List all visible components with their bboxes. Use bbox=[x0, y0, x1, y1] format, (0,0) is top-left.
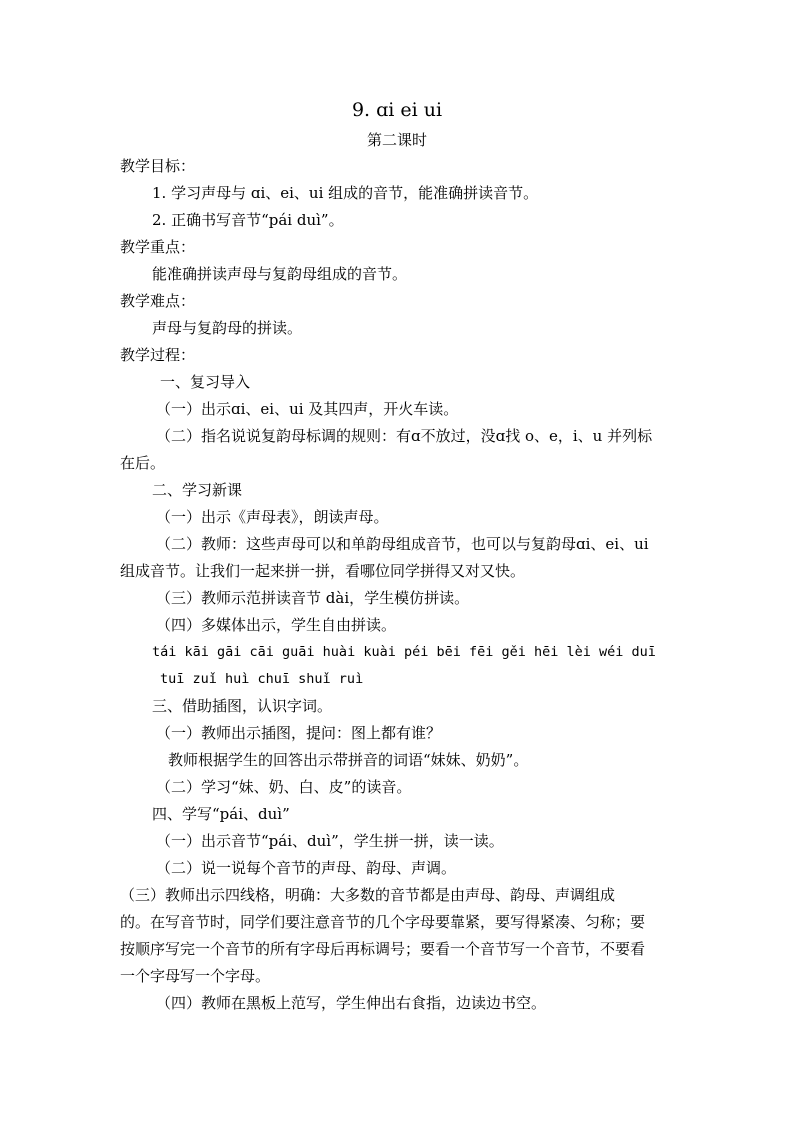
section-4-item-2: （二）说一说每个音节的声母、韵母、声调。 bbox=[156, 859, 457, 877]
difficulty-heading: 教学难点： bbox=[120, 292, 196, 310]
section-4-item-1: （一）出示音节“pái、duì”，学生拼一拼，读一读。 bbox=[156, 832, 504, 850]
section-1-item-1: （一）出示ɑi、ei、ui 及其四声，开火车读。 bbox=[156, 400, 459, 418]
section-4-heading: 四、学写“pái、duì” bbox=[152, 805, 290, 823]
section-4-item-3-line-4: 一个字母写一个字母。 bbox=[120, 967, 271, 985]
section-1-item-2-line-1: （二）指名说说复韵母标调的规则：有ɑ不放过，没ɑ找 o、e，i、u 并列标 bbox=[156, 427, 653, 445]
objective-1: 1. 学习声母与 ɑi、ei、ui 组成的音节，能准确拼读音节。 bbox=[152, 184, 539, 202]
pinyin-row-2: tuī zuǐ huì chuī shuǐ ruì bbox=[160, 671, 364, 687]
section-3-item-1: （一）教师出示插图，提问：图上都有谁？ bbox=[156, 724, 442, 742]
objectives-heading: 教学目标： bbox=[120, 157, 196, 175]
section-4-item-3-line-1: （三）教师出示四线格，明确：大多数的音节都是由声母、韵母、声调组成 bbox=[120, 886, 616, 904]
section-2-item-3: （三）教师示范拼读音节 dài，学生模仿拼读。 bbox=[156, 589, 470, 607]
section-2-item-2-line-2: 组成音节。让我们一起来拼一拼，看哪位同学拼得又对又快。 bbox=[120, 562, 526, 580]
section-4-item-4: （四）教师在黑板上范写，学生伸出右食指，边读边书空。 bbox=[156, 994, 547, 1012]
lesson-title: 9. ɑi ei ui bbox=[351, 99, 443, 121]
section-3-item-2: （二）学习“妹、奶、白、皮”的读音。 bbox=[156, 778, 412, 796]
section-3-item-1-detail: 教师根据学生的回答出示带拼音的词语“妹妹、奶奶”。 bbox=[168, 751, 529, 769]
objective-2: 2. 正确书写音节“pái duì”。 bbox=[152, 211, 344, 229]
section-4-item-3-line-2: 的。在写音节时，同学们要注意音节的几个字母要靠紧，要写得紧凑、匀称；要 bbox=[120, 913, 646, 931]
section-3-heading: 三、借助插图，认识字词。 bbox=[152, 697, 333, 715]
key-points-text: 能准确拼读声母与复韵母组成的音节。 bbox=[152, 265, 408, 283]
pinyin-row-1: tái kāi gāi cāi guāi huài kuài péi bēi fēi gěi hēi lèi wéi duī bbox=[152, 644, 656, 660]
key-points-heading: 教学重点： bbox=[120, 238, 196, 256]
section-2-item-2-line-1: （二）教师：这些声母可以和单韵母组成音节，也可以与复韵母ɑi、ei、ui bbox=[156, 535, 649, 553]
difficulty-text: 声母与复韵母的拼读。 bbox=[152, 319, 303, 337]
section-2-item-1: （一）出示《声母表》，朗读声母。 bbox=[156, 508, 389, 526]
section-1-heading: 一、复习导入 bbox=[160, 373, 251, 391]
section-1-item-2-line-2: 在后。 bbox=[120, 454, 166, 472]
lesson-subtitle: 第二课时 bbox=[366, 131, 427, 149]
section-2-item-4: （四）多媒体出示，学生自由拼读。 bbox=[156, 616, 397, 634]
section-2-heading: 二、学习新课 bbox=[152, 481, 243, 499]
section-4-item-3-line-3: 按顺序写完一个音节的所有字母后再标调号；要看一个音节写一个音节，不要看 bbox=[120, 940, 646, 958]
process-heading: 教学过程： bbox=[120, 346, 196, 364]
